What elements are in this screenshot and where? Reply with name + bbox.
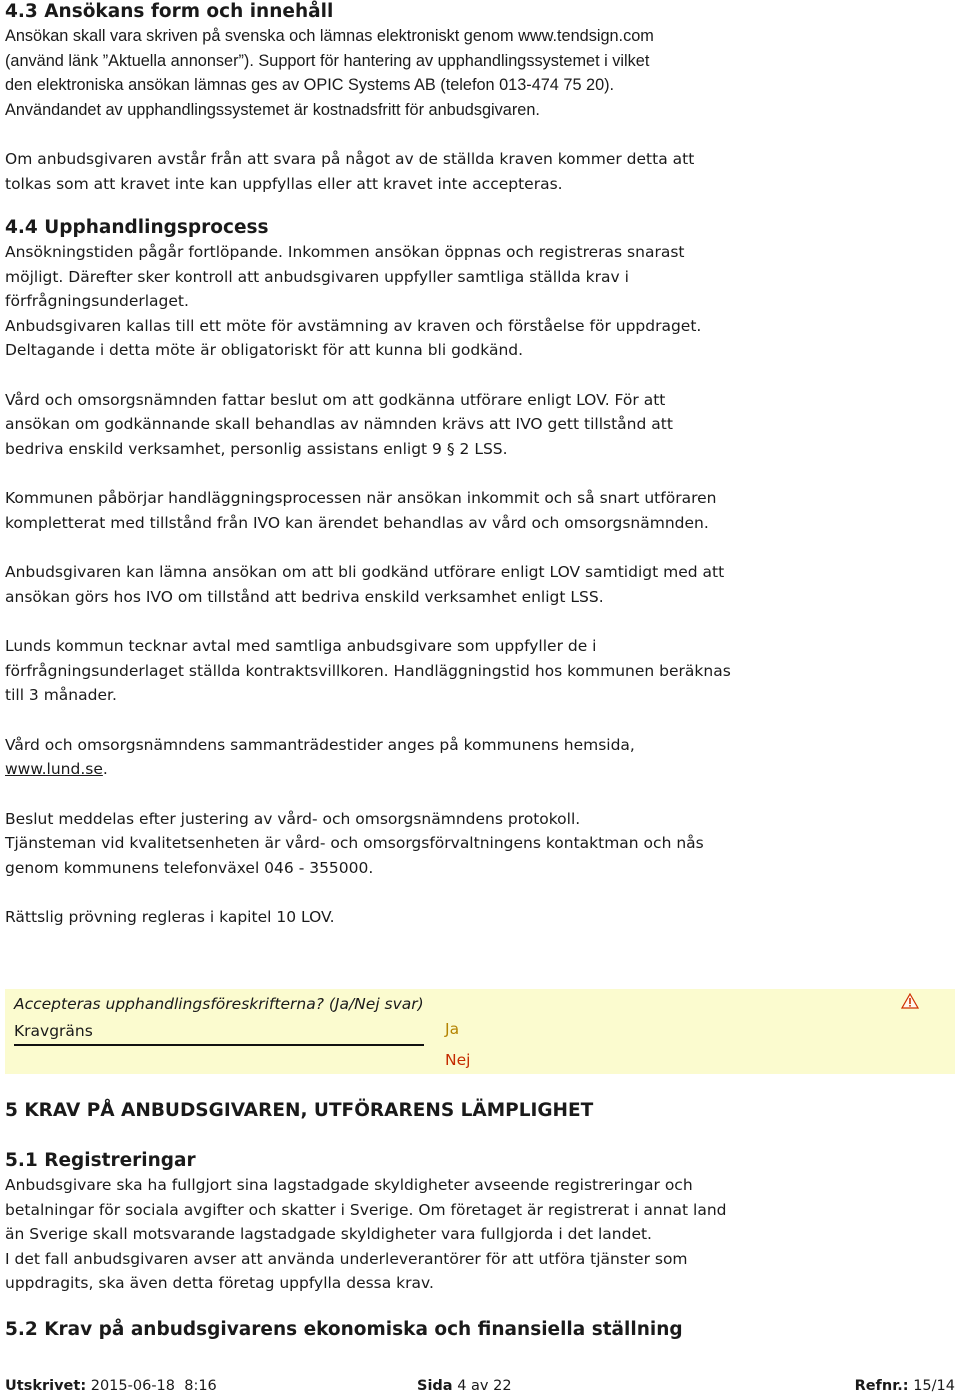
footer-page-value: 4 av 22 <box>457 1378 512 1394</box>
text-line: ansökan om godkännande skall behandlas av nämnden krävs att IVO gett tillstånd att <box>5 415 673 433</box>
text-line: Anbudsgivare ska ha fullgjort sina lagstadgade skyldigheter avseende registreringar och <box>5 1176 693 1194</box>
text-line: Vård och omsorgsnämndens sammanträdestider anges på kommunens hemsida, <box>5 735 635 754</box>
text-line: Anbudsgivaren kan lämna ansökan om att bli godkänd utförare enligt LOV samtidigt med att <box>5 563 725 581</box>
text-line: Rättslig prövning regleras i kapitel 10 LOV. <box>5 908 335 926</box>
footer-ref-value: 15/14 <box>913 1378 955 1394</box>
text-line: Vård och omsorgsnämnden fattar beslut om att godkänna utförare enligt LOV. För att <box>5 390 666 409</box>
text-line: tolkas som att kravet inte kan uppfyllas eller att kravet inte accepteras. <box>5 174 563 193</box>
text-line: betalningar för sociala avgifter och skatter i Sverige. Om företaget är registrerat i annat land <box>5 1200 727 1219</box>
section-4-3-intro <box>5 24 945 122</box>
kravgrans-label: Kravgräns <box>14 1022 93 1040</box>
section-4-4-paragraph-d <box>5 560 945 609</box>
text-line: kompletterat med tillstånd från IVO kan ärendet behandlas av vård och omsorgsnämnden. <box>5 513 709 532</box>
text-line: ansökan görs hos IVO om tillstånd att bedriva enskild verksamhet enligt LSS. <box>5 587 604 606</box>
text-line: förfrågningsunderlaget ställda kontraktsvillkoren. Handläggningstid hos kommunen beräknas <box>5 661 731 680</box>
page-footer <box>5 1374 955 1394</box>
section-4-4-paragraph-e <box>5 634 945 708</box>
text-line: genom kommunens telefonväxel 046 - 355000. <box>5 858 374 877</box>
warning-icon <box>901 993 919 1009</box>
text-line: (använd länk ”Aktuella annonser”). Support för hantering av upphandlingssystemet i vilket <box>5 51 650 70</box>
text-line: Ansökningstiden pågår fortlöpande. Inkommen ansökan öppnas och registreras snarast <box>5 243 685 261</box>
section-4-4-paragraph-b <box>5 388 945 462</box>
section-5-1-paragraph <box>5 1173 945 1296</box>
section-4-3-paragraph <box>5 147 945 196</box>
kravgrans-underline <box>14 1044 424 1046</box>
section-4-4-paragraph-h <box>5 905 945 930</box>
section-4-3-heading: 4.3 Ansökans form och innehåll <box>5 1 334 22</box>
section-5-block <box>5 1099 945 1342</box>
text-line: Ansökan skall vara skriven på svenska och lämnas elektroniskt genom www.tendsign.com <box>5 27 654 45</box>
text-line: än Sverige skall motsvarande lagstadgade skyldigheter vara fullgjorda i det landet. <box>5 1225 652 1243</box>
section-4-4-paragraph-a <box>5 240 945 363</box>
section-5-2-heading: 5.2 Krav på anbudsgivarens ekonomiska och finansiella ställning <box>5 1318 683 1340</box>
text-line: möjligt. Därefter sker kontroll att anbudsgivaren uppfyller samtliga ställda krav i <box>5 267 629 286</box>
footer-printed <box>5 1376 217 1396</box>
text-line: uppdragits, ska även detta företag uppfylla dessa krav. <box>5 1274 434 1292</box>
footer-printed-value: 2015-06-18 8:16 <box>90 1378 217 1394</box>
text-line: Tjänsteman vid kvalitetsenheten är vård- och omsorgsförvaltningens kontaktman och nås <box>5 834 704 852</box>
answer-option-nej[interactable]: Nej <box>445 1051 471 1069</box>
text-line: I det fall anbudsgivaren avser att använda underleverantörer för att utföra tjänster som <box>5 1249 688 1268</box>
text-line <box>5 757 945 782</box>
section-4-4-heading: 4.4 Upphandlingsprocess <box>5 217 269 238</box>
text-line: Beslut meddelas efter justering av vård- och omsorgsnämndens protokoll. <box>5 809 581 828</box>
section-5-1-heading: 5.1 Registreringar <box>5 1150 196 1171</box>
text-line: Lunds kommun tecknar avtal med samtliga anbudsgivare som uppfyller de i <box>5 637 597 655</box>
document-page <box>5 0 945 930</box>
text-line: Kommunen påbörjar handläggningsprocessen när ansökan inkommit och så snart utföraren <box>5 489 717 507</box>
text-line: Om anbudsgivaren avstår från att svara på något av de ställda kraven kommer detta att <box>5 150 695 168</box>
text-line: Användandet av upphandlingssystemet är kostnadsfritt för anbudsgivaren. <box>5 100 540 119</box>
footer-page-label: Sida <box>417 1378 453 1394</box>
acceptance-question: Accepteras upphandlingsföreskrifterna? (Ja/Nej svar) <box>14 995 424 1013</box>
footer-ref-label: Refnr.: <box>854 1378 909 1394</box>
text-line: bedriva enskild verksamhet, personlig assistans enligt 9 § 2 LSS. <box>5 439 508 458</box>
text-line: förfrågningsunderlaget. <box>5 292 189 310</box>
text-line: den elektroniska ansökan lämnas ges av OPIC Systems AB (telefon 013-474 75 20). <box>5 76 615 94</box>
answer-option-ja[interactable]: Ja <box>445 1020 460 1038</box>
text-line: Anbudsgivaren kallas till ett möte för avstämning av kraven och förståelse för uppdraget. <box>5 316 702 335</box>
footer-page <box>417 1376 512 1396</box>
text-line: Deltagande i detta möte är obligatoriskt för att kunna bli godkänd. <box>5 341 524 359</box>
lund-website-link[interactable]: www.lund.se <box>5 760 103 778</box>
section-4-4-paragraph-f <box>5 733 945 782</box>
section-5-heading: 5 KRAV PÅ ANBUDSGIVAREN, UTFÖRARENS LÄMPLIGHET <box>5 1100 594 1121</box>
acceptance-requirement-box <box>5 989 955 1074</box>
footer-printed-label: Utskrivet: <box>5 1378 87 1394</box>
text-fragment: . <box>102 760 108 778</box>
section-4-4-paragraph-c <box>5 486 945 535</box>
section-4-4-paragraph-g <box>5 807 945 881</box>
text-line: till 3 månader. <box>5 686 117 704</box>
footer-ref <box>855 1376 955 1396</box>
